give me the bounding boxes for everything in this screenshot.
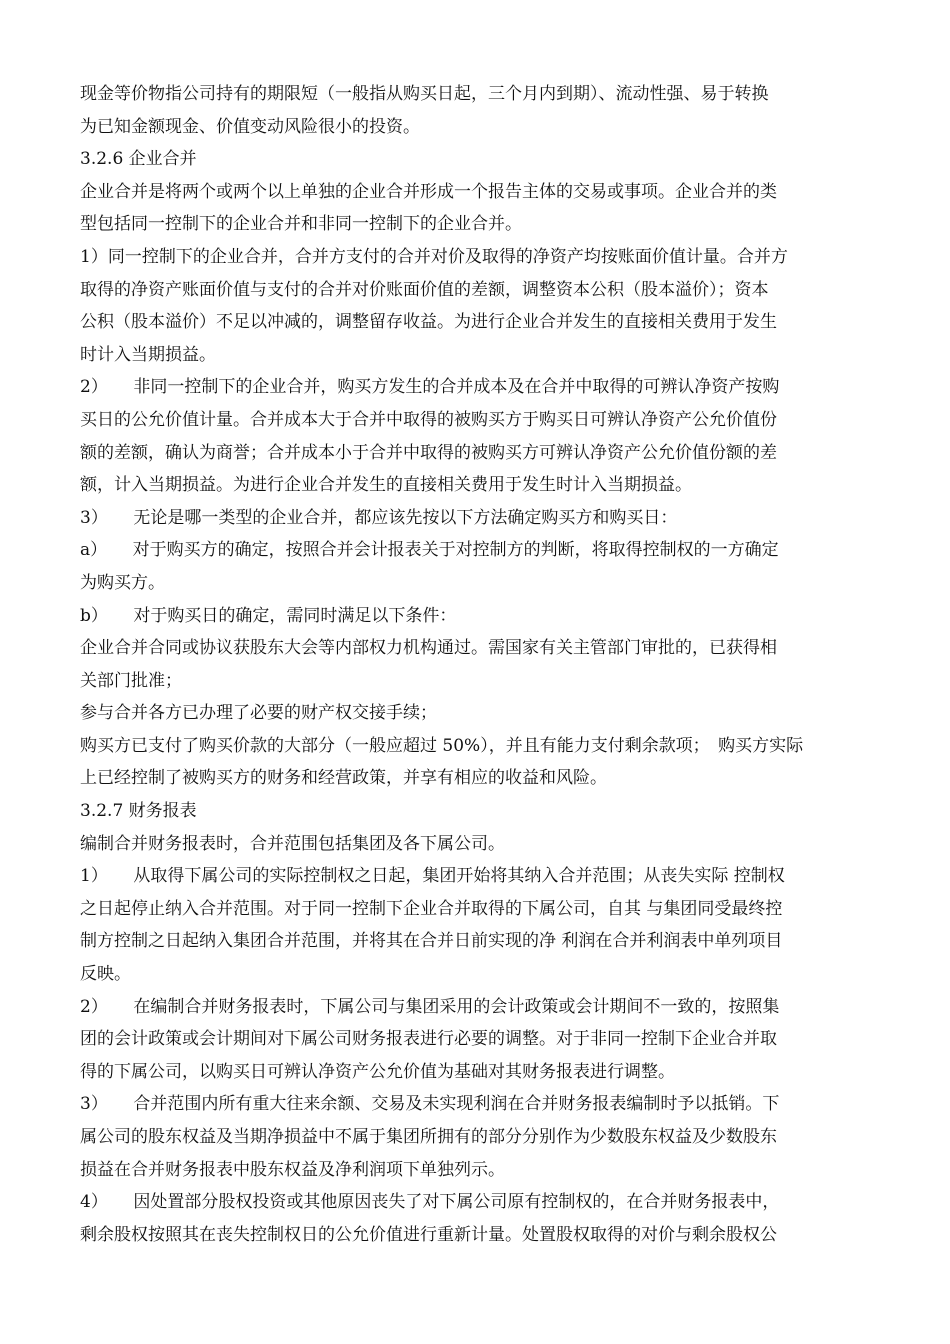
section-heading: 3.2.7 财务报表 (80, 801, 197, 822)
text-line: 团的会计政策或会计期间对下属公司财务报表进行必要的调整。对于非同一控制下企业合并取 (80, 1029, 777, 1050)
text-line: 企业合并是将两个或两个以上单独的企业合并形成一个报告主体的交易或事项。企业合并的类 (80, 181, 777, 202)
text-line: 2） 非同一控制下的企业合并，购买方发生的合并成本及在合并中取得的可辨认净资产按购 (80, 377, 780, 398)
text-line: 4） 因处置部分股权投资或其他原因丧失了对下属公司原有控制权的，在合并财务报表中， (80, 1192, 780, 1213)
text-line: b） 对于购买日的确定，需同时满足以下条件： (80, 605, 457, 626)
text-line: 取得的净资产账面价值与支付的合并对价账面价值的差额，调整资本公积（股本溢价）；资本 (80, 279, 769, 300)
text-line: 购买方已支付了购买价款的大部分（一般应超过 50%），并且有能力支付剩余款项； 购买方实际 (80, 735, 804, 756)
text-line: 上已经控制了被购买方的财务和经营政策，并享有相应的收益和风险。 (80, 768, 607, 789)
text-line: 反映。 (80, 964, 131, 985)
text-line: 1） 从取得下属公司的实际控制权之日起，集团开始将其纳入合并范围；从丧失实际 控制权 (80, 866, 785, 887)
text-line: 关部门批准； (80, 670, 182, 691)
text-line: 2） 在编制合并财务报表时，下属公司与集团采用的会计政策或会计期间不一致的，按照集 (80, 996, 780, 1017)
text-line: 为购买方。 (80, 572, 165, 593)
text-line: a） 对于购买方的确定，按照合并会计报表关于对控制方的判断，将取得控制权的一方确定 (80, 540, 779, 561)
text-line: 剩余股权按照其在丧失控制权日的公允价值进行重新计量。处置股权取得的对价与剩余股权公 (80, 1224, 777, 1245)
text-line: 编制合并财务报表时，合并范围包括集团及各下属公司。 (80, 833, 505, 854)
text-line: 现金等价物指公司持有的期限短（一般指从购买日起，三个月内到期）、流动性强、易于转换 (80, 84, 769, 104)
text-line: 1）同一控制下的企业合并，合并方支付的合并对价及取得的净资产均按账面价值计量。合并方 (80, 246, 788, 267)
text-line: 之日起停止纳入合并范围。对于同一控制下企业合并取得的下属公司，自其 与集团同受最终控 (80, 898, 783, 919)
text-line: 时计入当期损益。 (80, 344, 216, 365)
text-line: 企业合并合同或协议获股东大会等内部权力机构通过。需国家有关主管部门审批的，已获得相 (80, 638, 777, 659)
text-line: 制方控制之日起纳入集团合并范围，并将其在合并日前实现的净 利润在合并利润表中单列项目 (80, 931, 783, 952)
section-heading: 3.2.6 企业合并 (80, 149, 197, 170)
text-line: 参与合并各方已办理了必要的财产权交接手续； (80, 703, 437, 724)
text-line: 得的下属公司，以购买日可辨认净资产公允价值为基础对其财务报表进行调整。 (80, 1061, 675, 1082)
text-line: 额，计入当期损益。为进行企业合并发生的直接相关费用于发生时计入当期损益。 (80, 475, 692, 496)
text-line: 额的差额，确认为商誉；合并成本小于合并中取得的被购买方可辨认净资产公允价值份额的差 (80, 442, 777, 463)
text-line: 公积（股本溢价）不足以冲减的，调整留存收益。为进行企业合并发生的直接相关费用于发生 (80, 312, 777, 333)
text-line: 3） 合并范围内所有重大往来余额、交易及未实现利润在合并财务报表编制时予以抵销。下 (80, 1094, 780, 1115)
text-line: 型包括同一控制下的企业合并和非同一控制下的企业合并。 (80, 214, 522, 235)
text-line: 为已知金额现金、价值变动风险很小的投资。 (80, 116, 420, 137)
text-line: 3） 无论是哪一类型的企业合并，都应该先按以下方法确定购买方和购买日： (80, 507, 678, 528)
text-line: 损益在合并财务报表中股东权益及净利润项下单独列示。 (80, 1159, 505, 1180)
text-line: 属公司的股东权益及当期净损益中不属于集团所拥有的部分分别作为少数股东权益及少数股东 (80, 1127, 777, 1147)
text-line: 买日的公允价值计量。合并成本大于合并中取得的被购买方于购买日可辨认净资产公允价值份 (80, 409, 777, 430)
